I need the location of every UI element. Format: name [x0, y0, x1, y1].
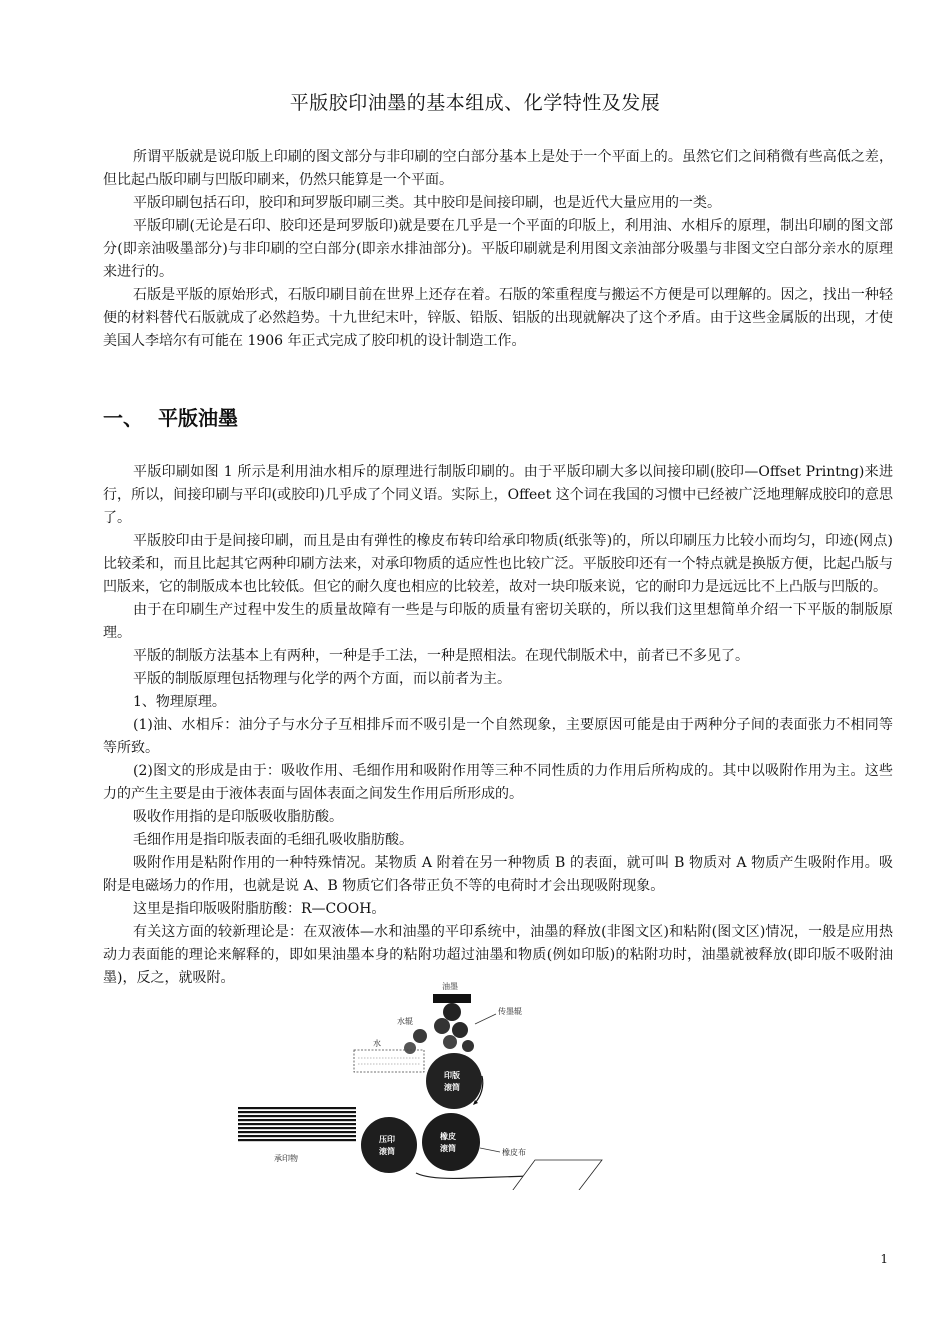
ink-fountain: [433, 994, 471, 1003]
body-paragraph: 吸收作用指的是印版吸收脂肪酸。: [133, 809, 343, 825]
body-paragraph: 1、物理原理。: [133, 694, 226, 710]
plate-cylinder-label: 印版: [444, 1071, 460, 1080]
body-paragraph: 平版的制版原理包括物理与化学的两个方面，而以前者为主。: [133, 671, 511, 687]
ink-roller: [443, 1035, 457, 1049]
offset-press-diagram: [230, 980, 650, 1190]
intro-paragraph: 平版印刷(无论是石印、胶印还是珂罗版印)就是要在几乎是一个平面的印版上，利用油、水相斥的原理，制出印刷的图文部分(即亲油吸墨部分)与非印刷的空白部分(即亲水排油部分)。平版印刷就是利用图文亲油部分吸墨与非图文空白部分亲水的原理来进行的。: [103, 218, 893, 280]
intro-paragraph: 所谓平版就是说印版上印刷的图文部分与非印刷的空白部分基本上是处于一个平面上的。虽然它们之间稍微有些高低之差，但比起凸版印刷与凹版印刷来，仍然只能算是一个平面。: [103, 149, 893, 188]
impression-cylinder-label: 滚筒: [379, 1147, 395, 1156]
paper-stack: [238, 1107, 356, 1141]
water-label: 水: [373, 1039, 381, 1048]
printed-sheet: [510, 1160, 602, 1190]
body-paragraph: 平版胶印由于是间接印刷，而且是由有弹性的橡皮布转印给承印物质(纸张等)的，所以印刷压力比较小而均匀，印迹(网点)比较柔和，而且比起其它两种印刷方法来，对承印物质的适应性也比较广泛。平版胶印还有一个特点就是换版方便，比起凸版与凹版来，它的制版成本也比较低。但它的耐久度也相应的比较差，故对一块印版来说，它的耐印力是远远比不上凸版与凹版的。: [103, 533, 893, 595]
paper-path: [416, 1173, 530, 1178]
blanket-cylinder: [422, 1113, 480, 1171]
ink-roller-label: 传墨辊: [498, 1007, 522, 1016]
body-paragraph: 有关这方面的较新理论是：在双液体—水和油墨的平印系统中，油墨的释放(非图文区)和粘附(图文区)情况，一般是应用热动力表面能的理论来解释的，即如果油墨本身的粘附功超过油墨和物质(例如印版)的粘附功时，油墨就被释放(即印版不吸附油墨)，反之，就吸附。: [103, 924, 893, 986]
blanket-cylinder-label: 滚筒: [440, 1144, 456, 1153]
substrate-label: 承印物: [274, 1154, 298, 1163]
ink-label: 油墨: [442, 982, 458, 991]
water-roller: [413, 1029, 427, 1043]
section-title: 平版油墨: [158, 406, 238, 430]
ink-roller: [462, 1040, 474, 1052]
intro-paragraph: 平版印刷包括石印，胶印和珂罗版印刷三类。其中胶印是间接印刷，也是近代大量应用的一类。: [133, 195, 721, 211]
section-body: [103, 461, 893, 990]
impression-cylinder-label: 压印: [379, 1135, 395, 1144]
body-paragraph: 这里是指印版吸附脂肪酸：R—COOH。: [133, 901, 386, 917]
water-tray: [354, 1050, 424, 1072]
body-paragraph: (1)油、水相斥：油分子与水分子互相排斥而不吸引是一个自然现象，主要原因可能是由于两种分子间的表面张力不相同等等所致。: [103, 717, 893, 756]
body-paragraph: (2)图文的形成是由于：吸收作用、毛细作用和吸附作用等三种不同性质的力作用后所构成的。其中以吸附作用为主。这些力的产生主要是由于液体表面与固体表面之间发生作用后所形成的。: [103, 763, 893, 802]
impression-cylinder: [361, 1117, 417, 1173]
body-paragraph: 平版的制版方法基本上有两种，一种是手工法，一种是照相法。在现代制版术中，前者已不多见了。: [133, 648, 749, 664]
leader-line: [480, 1148, 500, 1152]
ink-roller: [434, 1018, 450, 1034]
body-paragraph: 平版印刷如图 1 所示是利用油水相斥的原理进行制版印刷的。由于平版印刷大多以间接印刷(胶印—Offset Printng)来进行，所以，间接印刷与平印(或胶印)几乎成了个同义语。实际上，Offeet 这个词在我国的习惯中已经被广泛地理解成胶印的意思了。: [103, 464, 893, 526]
section-number: 一、: [103, 406, 143, 430]
page-number: 1: [880, 1252, 888, 1266]
intro-paragraph: 石版是平版的原始形式，石版印刷目前在世界上还存在着。石版的笨重程度与搬运不方便是可以理解的。因之，找出一种轻便的材料替代石版就成了必然趋势。十九世纪末叶，锌版、铅版、铝版的出现就解决了这个矛盾。由于这些金属版的出现，才使美国人李培尔有可能在 1906 年正式完成了胶印机的设计制造工作。: [103, 287, 893, 349]
leader-line: [475, 1014, 496, 1024]
intro-section: [103, 146, 893, 353]
plate-cylinder-label: 滚筒: [444, 1083, 460, 1092]
blanket-label: 橡皮布: [502, 1148, 526, 1157]
ink-roller: [443, 1003, 461, 1021]
body-paragraph: 由于在印刷生产过程中发生的质量故障有一些是与印版的质量有密切关联的，所以我们这里想简单介绍一下平版的制版原理。: [103, 602, 893, 641]
blanket-cylinder-label: 橡皮: [440, 1132, 456, 1141]
document-title: 平版胶印油墨的基本组成、化学特性及发展: [289, 92, 661, 114]
ink-roller: [452, 1022, 468, 1038]
body-paragraph: 吸附作用是粘附作用的一种特殊情况。某物质 A 附着在另一种物质 B 的表面，就可叫 B 物质对 A 物质产生吸附作用。吸附是电磁场力的作用，也就是说 A、B 物质它们各带正负不等的电荷时才会出现吸附现象。: [103, 855, 893, 894]
plate-cylinder: [426, 1053, 482, 1109]
water-roller: [404, 1042, 416, 1054]
water-roller-label: 水辊: [397, 1017, 413, 1026]
body-paragraph: 毛细作用是指印版表面的毛细孔吸收脂肪酸。: [133, 832, 413, 848]
section-heading: [103, 402, 238, 431]
